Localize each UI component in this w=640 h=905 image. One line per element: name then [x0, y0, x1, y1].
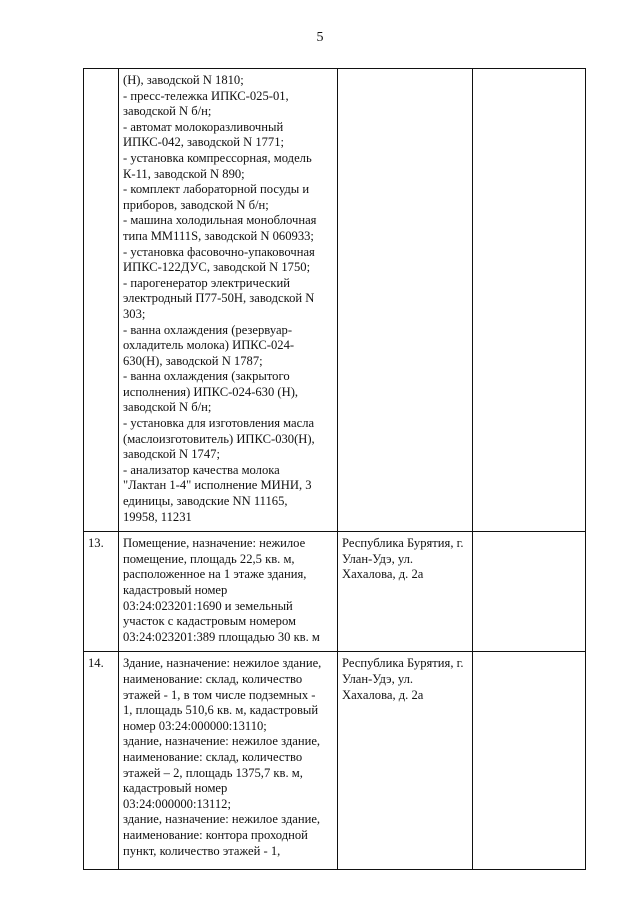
text-line: номер 03:24:000000:13110;: [123, 718, 267, 733]
page-number: 5: [316, 30, 324, 45]
text-line: "Лактан 1-4" исполнение МИНИ, 3: [123, 478, 312, 493]
text-line: Улан-Удэ, ул.: [342, 551, 414, 566]
text-line: - установка для изготовления масла: [123, 416, 315, 431]
text-line: пункт, количество этажей - 1,: [123, 843, 281, 858]
text-line: - ванна охлаждения (закрытого: [123, 369, 290, 384]
table-row-continued: [84, 69, 586, 532]
text-line: заводской N 1747;: [123, 447, 220, 462]
text-line: электродный П77-50Н, заводской N: [123, 291, 315, 306]
text-line: ИПКС-122ДУС, заводской N 1750;: [123, 260, 311, 275]
text-line: наименование: склад, количество: [123, 749, 303, 764]
text-line: (Н), заводской N 1810;: [123, 73, 244, 87]
text-line: Хахалова, д. 2а: [342, 567, 424, 582]
text-line: наименование: контора проходной: [123, 827, 308, 842]
text-line: Улан-Удэ, ул.: [342, 671, 414, 686]
text-line: исполнения) ИПКС-024-630 (Н),: [123, 384, 299, 399]
text-line: наименование: склад, количество: [123, 671, 303, 686]
description-cell: [119, 652, 338, 870]
text-line: здание, назначение: нежилое здание,: [123, 734, 321, 749]
text-line: здание, назначение: нежилое здание,: [123, 812, 321, 827]
text-line: (маслоизготовитель) ИПКС-030(Н),: [123, 431, 315, 446]
text-line: единицы, заводские NN 11165,: [123, 494, 288, 509]
row-number-cell: 14.: [84, 652, 119, 870]
text-line: охладитель молока) ИПКС-024-: [123, 338, 295, 353]
text-line: кадастровый номер: [123, 583, 228, 597]
text-line: заводской N б/н;: [123, 400, 212, 415]
address-cell: [338, 652, 473, 870]
text-line: заводской N б/н;: [123, 104, 212, 119]
text-line: приборов, заводской N б/н;: [123, 197, 269, 212]
text-line: участок с кадастровым номером: [123, 614, 297, 629]
property-table: [83, 68, 586, 870]
text-line: Помещение, назначение: нежилое: [123, 536, 306, 551]
text-line: Хахалова, д. 2а: [342, 687, 424, 702]
text-line: типа ММ111S, заводской N 060933;: [123, 228, 314, 243]
address-cell: [338, 69, 473, 532]
property-table-body: [84, 69, 586, 870]
extra-cell: [473, 69, 586, 532]
text-line: помещение, площадь 22,5 кв. м,: [123, 551, 295, 566]
extra-cell: [473, 532, 586, 652]
text-line: 630(Н), заводской N 1787;: [123, 353, 263, 368]
text-line: Республика Бурятия, г.: [342, 536, 464, 551]
address-cell: [338, 532, 473, 652]
description-cell: [119, 69, 338, 532]
text-line: ИПКС-042, заводской N 1771;: [123, 135, 285, 150]
text-line: - комплект лабораторной посуды и: [123, 182, 310, 197]
description-cell: [119, 532, 338, 652]
text-line: - парогенератор электрический: [123, 275, 290, 290]
text-line: Республика Бурятия, г.: [342, 656, 464, 671]
text-line: - машина холодильная моноблочная: [123, 213, 317, 228]
text-line: расположенное на 1 этаже здания,: [123, 567, 307, 582]
extra-cell: [473, 652, 586, 870]
text-line: - установка фасовочно-упаковочная: [123, 244, 315, 259]
text-line: 19958, 11231: [123, 509, 192, 524]
text-line: - пресс-тележка ИПКС-025-01,: [123, 88, 289, 103]
text-line: 303;: [123, 306, 146, 321]
row-number-cell: 13.: [84, 532, 119, 652]
text-line: этажей - 1, в том числе подземных -: [123, 687, 316, 702]
text-line: Здание, назначение: нежилое здание,: [123, 656, 322, 671]
text-line: 03:24:023201:1690 и земельный: [123, 598, 293, 613]
text-line: - анализатор качества молока: [123, 462, 280, 477]
text-line: - автомат молокоразливочный: [123, 119, 284, 134]
row-number-cell: [84, 69, 119, 532]
text-line: - установка компрессорная, модель: [123, 150, 312, 165]
text-line: 03:24:000000:13112;: [123, 796, 231, 811]
text-line: К-11, заводской N 890;: [123, 166, 245, 181]
text-line: - ванна охлаждения (резервуар-: [123, 322, 293, 337]
table-row-14: [84, 652, 586, 870]
table-row-13: [84, 532, 586, 652]
text-line: 1, площадь 510,6 кв. м, кадастровый: [123, 703, 319, 718]
text-line: 03:24:023201:389 площадью 30 кв. м: [123, 629, 320, 644]
text-line: этажей – 2, площадь 1375,7 кв. м,: [123, 765, 303, 780]
text-line: кадастровый номер: [123, 781, 228, 796]
